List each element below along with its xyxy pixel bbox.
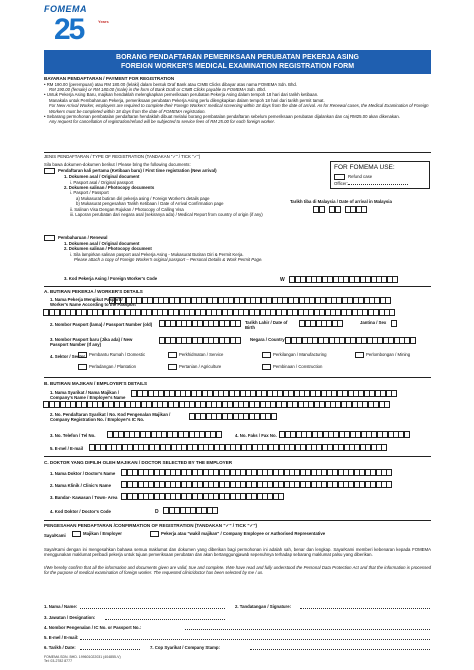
company-reg-field[interactable] (190, 413, 277, 420)
worker-name-field-2[interactable] (44, 309, 395, 316)
passport-new-field[interactable] (160, 337, 241, 344)
footer-company: FOMEMA SDN. BHD. 199601022031 (404855-V) (44, 655, 121, 659)
confirm-date-label: 6. Tarikh / Date: (44, 645, 76, 650)
company-name-field-2[interactable] (44, 401, 390, 408)
sector-plantation[interactable] (78, 364, 136, 370)
fax-label: 4. No. Faks / Fax No. (235, 433, 277, 438)
sector-agriculture[interactable] (168, 364, 221, 370)
worker-code-field[interactable] (290, 276, 398, 283)
doc-copy: 2. Dokumen salinan / Photocopy documents (64, 185, 155, 191)
divider (44, 520, 431, 521)
fomema-logo (44, 4, 114, 44)
confirm-sign-label: 2. Tandatangan / Signature: (235, 604, 292, 609)
doctor-code-label: 4. Kod Doktor / Doctor's Code (50, 509, 111, 514)
visa-copy: ii. Salinan Visa Dengan Rujukan / Photocopy of Calling Visa (70, 206, 184, 212)
payment-section (44, 76, 431, 125)
sector-domestic-label: Pembantu Rumah / Domestic (89, 352, 146, 358)
title-ms: BORANG PENDAFTARAN PEMERIKSAAN PERUBATAN PEKERJA ASING (116, 54, 359, 61)
divider (44, 377, 431, 378)
title-en: FOREIGN WORKER'S MEDICAL EXAMINATION REGISTRATION FORM (120, 63, 355, 71)
passport-new-label: 3. Nombor Pasport baru (Jika ada) / New Passport Number (If any) (50, 337, 133, 348)
declaration-ms: Saya/Kami dengan ini mengesahkan bahawa semua maklumat dan dokumen yang diberikan bagi permohonan ini adalah sah, benar dan lengkap. Saya/Kami memberi kebenaran kepada FOMEMA menggunakan maklumat peribadi pekerja untuk tujuan pemeriksaan perubatan dan akan bertanggungjawab sepenuhnya terhadap sebarang maklumat palsu yang diberikan. (44, 547, 431, 558)
confirm-email-field[interactable] (80, 639, 430, 640)
clinic-name-label: 2. Nama Klinik / Clinic's Name (50, 483, 111, 488)
dob-label: Tarikh Lahir / Date of Birth (245, 320, 288, 331)
confirm-email-label: 5. E-mel / E-mail: (44, 635, 79, 640)
fomema-use-box (330, 161, 430, 189)
payment-p2b: Manakala untuk Pembaharuan Pekerja, pemeriksaan perubatan Pekerja Asing perlu dilengkapkan dalam tempoh 18 hari dari tarikh permit tamat. (49, 97, 325, 103)
doc-orig: 1. Dokumen asal / Original document (64, 174, 140, 180)
fax-field[interactable] (280, 431, 410, 438)
renewal-label: Pembaharuan / Renewal (58, 235, 108, 241)
renewal-checkbox[interactable] (44, 235, 55, 241)
arrival-date-field[interactable] (314, 206, 367, 213)
section-c-header: C. DOKTOR YANG DIPILIH OLEH MAJIKAN / DOCTOR SELECTED BY THE EMPLOYER (44, 460, 233, 465)
footer (44, 655, 121, 664)
new-arrival-block (44, 162, 324, 217)
confirm-ic-label: 4. Nombor Pengenalan / IC No. or Passport No.: (44, 625, 142, 630)
representative-option[interactable] (150, 531, 350, 537)
country-label: Negara / Country (250, 337, 285, 342)
passport-orig: i. Pasport asal / Original passport (70, 179, 134, 185)
arrival-date-label: Tarikh tiba di Malaysia / Date of arrival in Malaysia (290, 199, 392, 204)
confirm-name-label: 1. Nama / Name: (44, 604, 78, 609)
renewal-block (44, 235, 431, 262)
worker-name-field[interactable] (110, 297, 391, 304)
company-reg-label: 2. No. Pendaftaran Syarikat / No. Kod Pengenalan Majikan / Company Registration No. / Employer's IC No. (50, 412, 171, 423)
company-name-field[interactable] (132, 390, 397, 397)
tel-field[interactable] (108, 431, 222, 438)
footer-tel: Tel: 03-2782 8777 (44, 659, 73, 664)
logo-number: 25 (54, 13, 84, 46)
worker-name-label: 1. Nama Pekerja Mengikut Pasport / Worker's Name According to the Passport (50, 297, 136, 308)
fomema-use-title: FOR FOMEMA USE: (334, 164, 395, 171)
confirm-position-field[interactable] (105, 619, 225, 620)
doctor-name-label: 1. Nama Doktor / Doctor's Name (50, 471, 116, 476)
doctor-code-prefix: D (155, 509, 159, 515)
sector-service[interactable] (168, 352, 223, 358)
passport-copy: i. Pasport / Passport (70, 190, 109, 196)
sex-field[interactable] (392, 320, 397, 327)
documents-note: Sila bawa dokumen-dokumen berikut / Please bring the following documents: (44, 162, 191, 167)
sector-agriculture-label: Pertanian / Agriculture (179, 364, 222, 370)
sector-mining-label: Perlombongan / Mining (366, 352, 411, 358)
medical-report: iii. Laporan perubatan dari negara asal (sekiranya ada) / Medical Report from country of origin (if any) (70, 211, 263, 217)
employer-option[interactable] (72, 531, 122, 537)
doctor-code-field[interactable] (164, 507, 218, 514)
confirm-stamp-field[interactable] (250, 649, 430, 650)
section-b-header: B. BUTIRAN MAJIKAN / EMPLOYER'S DETAILS (44, 381, 148, 386)
sector-construction-label: Pembinaan / Construction (273, 364, 323, 370)
sector-plantation-label: Perladangan / Plantation (89, 364, 137, 370)
payment-p3b: Any request for cancellation of registration/refund will be subjected to service fees of RM 25.00 for each foreign worker. (49, 119, 276, 125)
company-name-label: 1. Nama Syarikat / Nama Majikan / Company's Name / Employer's Name (50, 390, 126, 401)
email-b-label: 5. E-mel / E-mail (50, 446, 83, 451)
sector-construction[interactable] (262, 364, 322, 370)
passport-old-label: 2. Nombor Pasport (lama) / Passport Number (old) (50, 322, 153, 327)
sector-domestic[interactable] (78, 352, 145, 358)
town-label: 3. Bandar- Kawasan / Town- Area (50, 495, 118, 500)
confirm-name-field[interactable] (80, 608, 225, 609)
form-title (44, 50, 431, 74)
dob-field[interactable] (300, 320, 343, 327)
tel-label: 3. No. Telefon / Tel No. (50, 433, 96, 438)
officer-label: Officer: (334, 181, 348, 187)
email-b-field[interactable] (90, 444, 387, 451)
divider (44, 456, 431, 457)
confirm-position-label: 3. Jawatan / Designation: (44, 615, 96, 620)
renewal-note-en: Please attach a copy of Foreign Worker's original passport – Personal Details & Work Permit Page. (74, 257, 263, 263)
town-field[interactable] (122, 493, 284, 500)
sector-service-label: Perkhidmatan / Service (179, 352, 224, 358)
refund-label: Refund case (348, 174, 373, 180)
sex-label: Jantina / Sex (360, 320, 387, 325)
payment-p1b: RM 190.00 (female) or RM 180.00 (male) in the form of Bank Draft or CIMB Clicks payable to FOMEMA Sdn. Bhd. (49, 87, 266, 93)
payment-header: BAYARAN PENDAFTARAN / PAYMENT FOR REGISTRATION (44, 76, 175, 81)
new-arrival-label: Pendaftaran kali pertama (Ketibaan baru) / First time registration (New arrival) (58, 168, 217, 174)
declaration-en: I/We hereby confirm that all the information and documents given are valid, true and complete. I/We have read and fully understood the Personal Data Protection Act and that the information is processed for the purpose of medical examination of foreign worker. The requested clinic/doctor has been selected by me / us. (44, 565, 431, 576)
saya-label: Saya/Kami (44, 533, 66, 538)
renewal-orig: 1. Dokumen asal / Original document (64, 241, 140, 246)
confirm-ic-field[interactable] (185, 629, 430, 630)
divider (44, 286, 431, 287)
sector-label: 4. Sektor / Sector (50, 354, 86, 359)
doctor-name-field[interactable] (122, 469, 392, 476)
payment-p1: • RM 190.00 (perempuan) atau RM 180.00 (lelaki) dalam bentuk Draf Bank atau CIMB Clicks dibayar atas nama FOMEMA Sdn. Bhd. (44, 81, 297, 87)
payment-p3: • Sebarang permohonan pembatalan pendaftaran hendaklah dibuat melalui borang pembatalan pendaftaran sebelum pemeriksaan perubatan dijalankan dan caj RM25.00 akan dikenakan. (44, 113, 401, 119)
refund-checkbox[interactable] (334, 174, 345, 180)
logo-years: Years (98, 19, 109, 24)
sector-manufacturing-label: Perkilangan / Manufacturing (273, 352, 327, 358)
employer-option-label: Majikan / Employer (83, 531, 122, 537)
confirm-date-field[interactable] (80, 649, 140, 650)
renewal-copy: 2. Dokumen salinan / Photocopy document (64, 246, 152, 252)
divider (44, 152, 431, 153)
worker-code-label: 3. Kod Pekerja Asing / Foreign Worker's Code (64, 276, 158, 281)
renewal-note: i. Sila lampirkan salinan pasport asal Pekerja Asing - Mukasurat Butiran Diri & Permit Kerja. (70, 251, 244, 257)
confirm-sign-field[interactable] (300, 608, 430, 609)
country-field[interactable] (286, 337, 416, 344)
confirm-stamp-label: 7. Cop Syarikat / Company Stamp: (150, 645, 220, 650)
logo-word: FOMEMA (44, 4, 87, 14)
passport-old-field[interactable] (160, 320, 241, 327)
stamp-a: a) Mukasurat butiran diri pekerja asing / Foreign Worker's details page (76, 195, 210, 201)
sector-manufacturing[interactable] (262, 352, 327, 358)
section-a-header: A. BUTIRAN PEKERJA / WORKER'S DETAILS (44, 289, 143, 294)
representative-option-label: Pekerja atau "wakil majikan" / Company Employee or Authorised Representative (161, 531, 326, 537)
stamp-b: b) Mukasurat pengesahan Tarikh Ketibaan / Date of Arrival Confirmation page (76, 201, 224, 207)
sector-mining[interactable] (355, 352, 410, 358)
clinic-name-field[interactable] (122, 481, 392, 488)
new-arrival-checkbox[interactable] (44, 168, 55, 174)
registration-header: JENIS PENDAFTARAN / TYPE OF REGISTRATION (TANDAKAN "✓" / TICK "✓") (44, 154, 201, 159)
payment-p2: • Untuk Pekerja Asing Baru, majikan hendaklah melengkapkan pemeriksaan perubatan Pekerja Asing dalam tempoh 18 hari dari tarikh ketibaan. (44, 92, 319, 98)
confirm-header: PENGESAHAN PENDAFTARAN /CONFIRMATION OF REGISTRATION (TANDAKAN "✓" / TICK "✓") (44, 523, 258, 528)
worker-code-prefix: W (280, 277, 285, 283)
payment-p2c: For New Arrival Worker, employers are required to complete their Foreign Workers' medical screening within 18 days from the date of arrival. As for Renewal cases, the Medical Examination of Foreign Workers must be completed within 18 days from the date of FOMEMA registration. (49, 103, 429, 114)
